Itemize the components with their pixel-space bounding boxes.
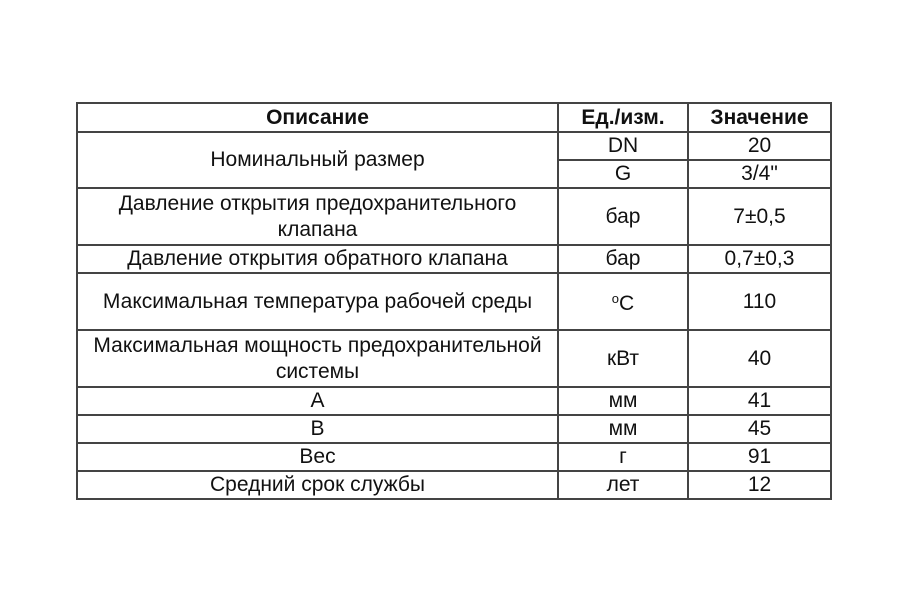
cell-description: Вес <box>77 443 558 471</box>
table-row <box>77 387 831 415</box>
table-row <box>77 273 831 330</box>
header-value: Значение <box>688 103 831 132</box>
cell-description: Давление открытия обратного клапана <box>77 245 558 273</box>
cell-unit: кВт <box>558 330 688 387</box>
cell-value: 20 <box>688 132 831 160</box>
table-row <box>77 188 831 245</box>
cell-description: A <box>77 387 558 415</box>
cell-value: 3/4" <box>688 160 831 188</box>
header-description: Описание <box>77 103 558 132</box>
table-row <box>77 245 831 273</box>
table-row <box>77 415 831 443</box>
table-row <box>77 443 831 471</box>
cell-description: Средний срок службы <box>77 471 558 499</box>
degree-sign: o <box>611 291 620 306</box>
cell-unit: мм <box>558 415 688 443</box>
cell-description: Максимальная температура рабочей среды <box>77 273 558 330</box>
specifications-table <box>76 102 832 500</box>
unit-text: C <box>619 292 635 315</box>
cell-unit: бар <box>558 245 688 273</box>
cell-value: 110 <box>688 273 831 330</box>
cell-value: 12 <box>688 471 831 499</box>
cell-description: Максимальная мощность предохранительной системы <box>77 330 558 387</box>
cell-value: 0,7±0,3 <box>688 245 831 273</box>
cell-unit: DN <box>558 132 688 160</box>
cell-description: Давление открытия предохранительного клапана <box>77 188 558 245</box>
table-row <box>77 471 831 499</box>
cell-value: 7±0,5 <box>688 188 831 245</box>
cell-description: Номинальный размер <box>77 132 558 188</box>
header-row <box>77 103 831 132</box>
header-unit: Ед./изм. <box>558 103 688 132</box>
cell-value: 41 <box>688 387 831 415</box>
table-row <box>77 132 831 160</box>
cell-value: 91 <box>688 443 831 471</box>
cell-description: B <box>77 415 558 443</box>
cell-unit: лет <box>558 471 688 499</box>
cell-unit <box>558 273 688 330</box>
cell-unit: G <box>558 160 688 188</box>
cell-value: 40 <box>688 330 831 387</box>
table-row <box>77 330 831 387</box>
cell-unit: бар <box>558 188 688 245</box>
cell-unit: мм <box>558 387 688 415</box>
cell-unit: г <box>558 443 688 471</box>
cell-value: 45 <box>688 415 831 443</box>
